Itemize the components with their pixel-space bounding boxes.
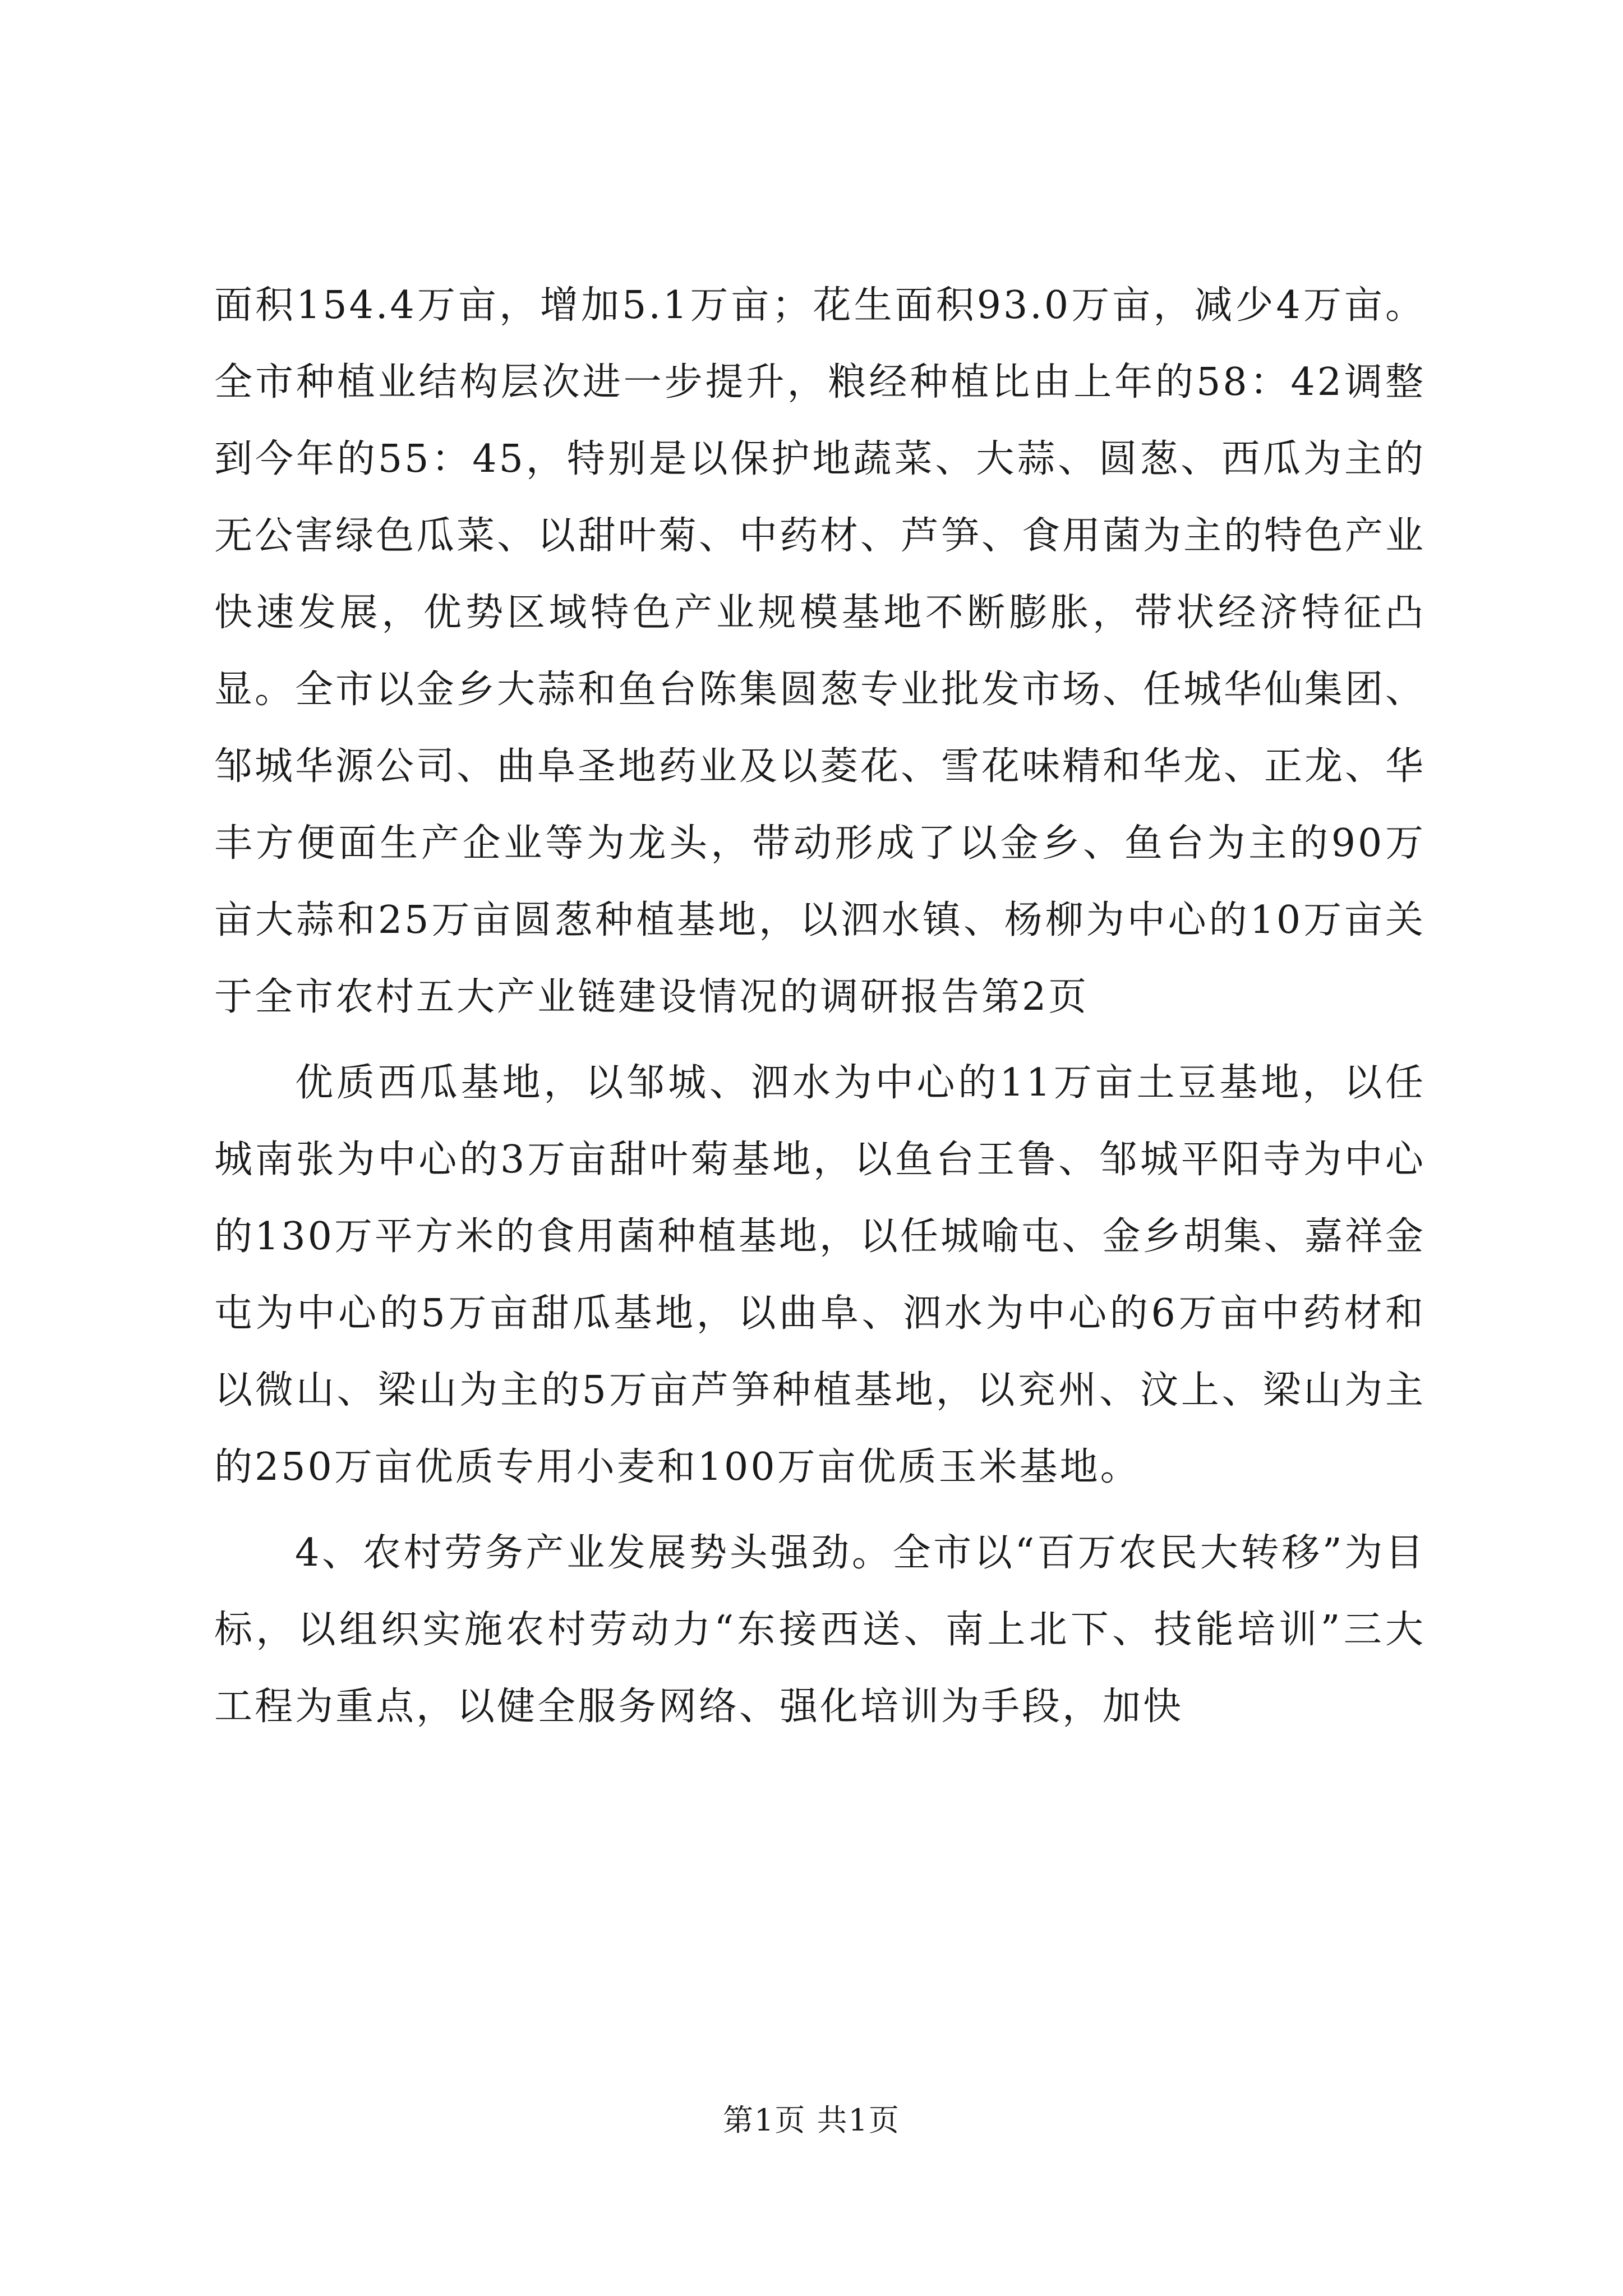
paragraph-1: 面积154.4万亩，增加5.1万亩；花生面积93.0万亩，减少4万亩。全市种植业结构层次进一步提升，粮经种植比由上年的58：42调整到今年的55：45，特别是以保护地蔬菜、大蒜、圆葱、西瓜为主的无公害绿色瓜菜、以甜叶菊、中药材、芦笋、食用菌为主的特色产业快速发展，优势区域特色产业规模基地不断膨胀，带状经济特征凸显。全市以金乡大蒜和鱼台陈集圆葱专业批发市场、任城华仙集团、邹城华源公司、曲阜圣地药业及以菱花、雪花味精和华龙、正龙、华丰方便面生产企业等为龙头，带动形成了以金乡、鱼台为主的90万亩大蒜和25万亩圆葱种植基地，以泗水镇、杨柳为中心的10万亩关于全市农村五大产业链建设情况的调研报告第2页 — [214, 283, 1426, 1019]
document-body — [214, 267, 1426, 1745]
page-footer: 第1页 共1页 — [723, 2102, 900, 2138]
paragraph-3: 4、农村劳务产业发展势头强劲。全市以“百万农民大转移”为目标，以组织实施农村劳动力“东接西送、南上北下、技能培训”三大工程为重点，以健全服务网络、强化培训为手段，加快 — [214, 1531, 1426, 1729]
paragraph-2: 优质西瓜基地，以邹城、泗水为中心的11万亩土豆基地，以任城南张为中心的3万亩甜叶菊基地，以鱼台王鲁、邹城平阳寺为中心的130万平方米的食用菌种植基地，以任城喻屯、金乡胡集、嘉祥金屯为中心的5万亩甜瓜基地，以曲阜、泗水为中心的6万亩中药材和以微山、梁山为主的5万亩芦笋种植基地，以兖州、汶上、梁山为主的250万亩优质专用小麦和100万亩优质玉米基地。 — [214, 1061, 1426, 1489]
